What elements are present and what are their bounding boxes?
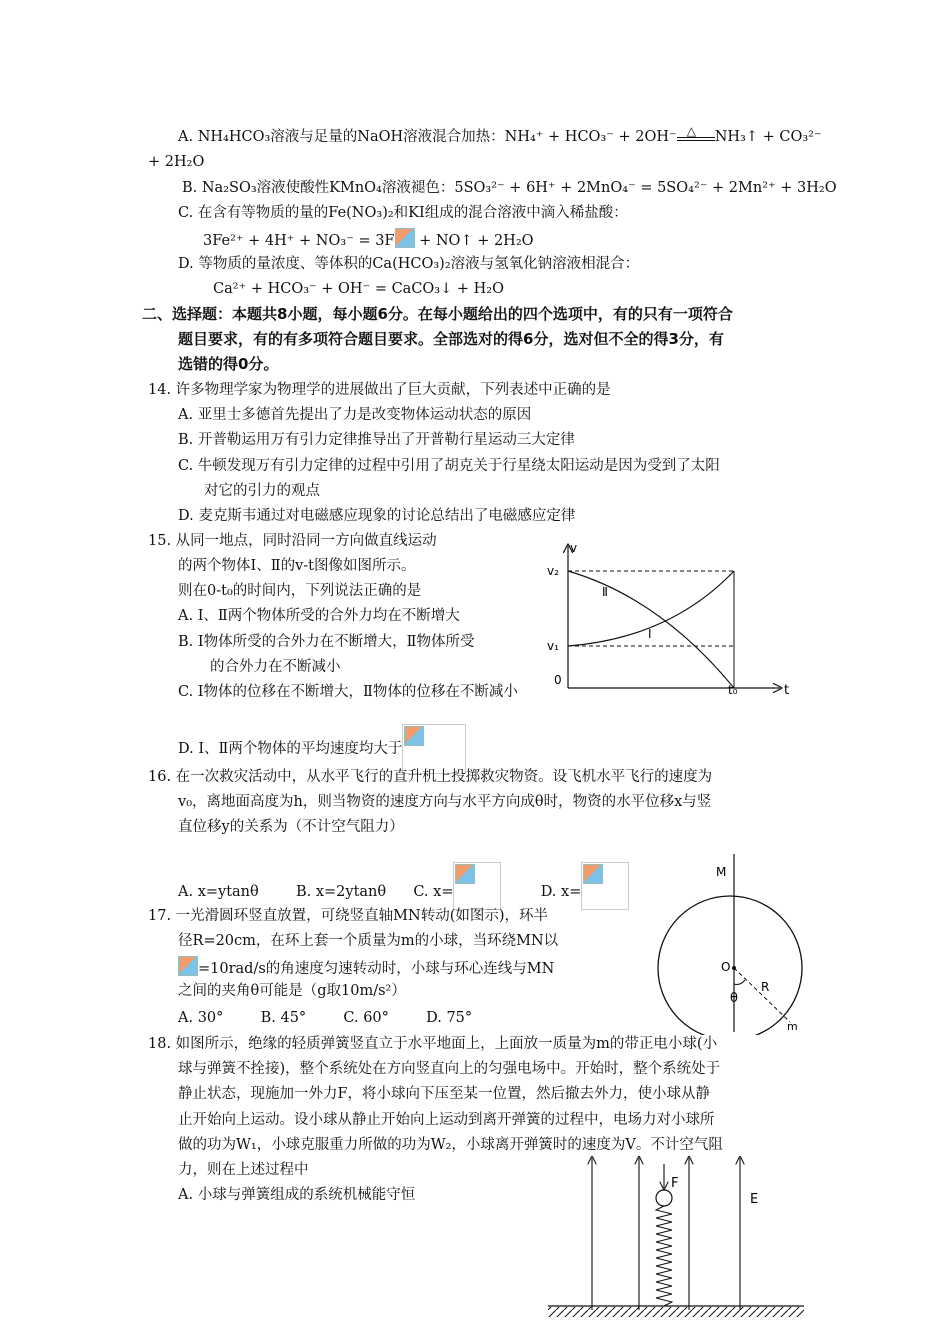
- v1-label: v₁: [547, 639, 559, 653]
- q18-option-a: A. 小球与弹簧组成的系统机械能守恒: [178, 1187, 416, 1203]
- q13-option-b: B. Na₂SO₃溶液使酸性KMnO₄溶液褪色：5SO₃²⁻ + 6H⁺ + 2MnO₄⁻ = 5SO₄²⁻ + 2Mn²⁺ + 3H₂O: [182, 180, 837, 196]
- q15-stem-1: 15. 从同一地点，同时沿同一方向做直线运动: [148, 533, 437, 549]
- q16-option-b: B. x=2ytanθ: [295, 884, 387, 900]
- q17-options: [178, 1008, 472, 1028]
- label-theta: θ: [730, 991, 738, 1006]
- q14-option-c-cont: 对它的引力的观点: [204, 483, 320, 499]
- q17-option-d: D. 75°: [426, 1010, 473, 1026]
- q17-line-2: 径R=20cm，在环上套一个质量为m的小球，当环绕MN以: [178, 933, 559, 949]
- q15-option-b: B. Ⅰ物体所受的合外力在不断增大，Ⅱ物体所受: [178, 634, 475, 650]
- q16-line-3: 直位移y的关系为（不计空气阻力）: [178, 819, 404, 835]
- ground-hatch: [548, 1307, 804, 1317]
- angle-arc: [734, 980, 745, 985]
- q18-line-6: 力，则在上述过程中: [178, 1162, 309, 1178]
- q13-option-c-eq: 3Fe²⁺ + 4H⁺ + NO₃⁻ = 3F + NO↑ + 2H₂O: [203, 228, 534, 251]
- broken-image-icon: [455, 864, 475, 884]
- label-E: E: [750, 1192, 759, 1207]
- q16-option-d: D. x=: [540, 884, 582, 900]
- label-m: m: [787, 1020, 798, 1033]
- q18-line-2: 球与弹簧不拴接)，整个系统处在方向竖直向上的匀强电场中。开始时，整个系统处于: [178, 1061, 721, 1077]
- q18-line-3: 静止状态，现施加一外力F，将小球向下压至某一位置，然后撤去外力，使小球从静: [178, 1086, 711, 1102]
- t0-label: t₀: [728, 683, 738, 697]
- q16-line-2: v₀，离地面高度为h，则当物资的速度方向与水平方向成θ时，物资的水平位移x与竖: [178, 794, 712, 810]
- ring-figure: [650, 850, 820, 1035]
- q14-option-c: C. 牛顿发现万有引力定律的过程中引用了胡克关于行星绕太阳运动是因为受到了太阳: [178, 458, 720, 474]
- q17-line-4: 之间的夹角θ可能是（g取10m/s²）: [178, 983, 406, 999]
- label-R: R: [761, 980, 770, 994]
- v2-label: v₂: [547, 564, 559, 578]
- q17-option-c: C. 60°: [343, 1010, 389, 1026]
- label-O: O: [721, 960, 731, 974]
- heat-symbol: △: [686, 124, 696, 138]
- section2-line1: 二、选择题：本题共8小题，每小题6分。在每小题给出的四个选项中，有的只有一项符合: [142, 305, 733, 323]
- omega-image-icon: [178, 956, 198, 976]
- broken-image-icon: [395, 228, 415, 248]
- q14-option-b: B. 开普勒运用万有引力定律推导出了开普勒行星运动三大定律: [178, 432, 575, 448]
- q17-line-3: =10rad/s的角速度匀速转动时，小球与环心连线与MN: [178, 956, 554, 979]
- t-axis-label: t: [784, 683, 790, 698]
- q15-stem-2: 的两个物体Ⅰ、Ⅱ的v-t图像如图所示。: [178, 558, 416, 574]
- q15-option-d: D. Ⅰ、Ⅱ两个物体的平均速度均大于: [178, 724, 466, 774]
- spring: [656, 1206, 672, 1306]
- label-F: F: [671, 1176, 679, 1191]
- q13-option-a-cont: + 2H₂O: [148, 154, 205, 170]
- heating-condition: [677, 124, 715, 141]
- q17-option-b: B. 45°: [260, 1010, 307, 1026]
- q15-stem-3: 则在0-t₀的时间内，下列说法正确的是: [178, 583, 422, 599]
- curve-2-label: Ⅱ: [602, 585, 608, 599]
- spring-field-figure: [540, 1150, 810, 1325]
- q15-option-a: A. Ⅰ、Ⅱ两个物体所受的合外力均在不断增大: [178, 608, 460, 624]
- vt-graph: [540, 538, 800, 703]
- radius-line: [734, 968, 790, 1022]
- q17-option-a: A. 30°: [178, 1010, 224, 1026]
- q18-line-5: 做的功为W₁，小球克服重力所做的功为W₂，小球离开弹簧时的速度为V。不计空气阻: [178, 1137, 723, 1153]
- q14-stem: 14. 许多物理学家为物理学的进展做出了巨大贡献，下列表述中正确的是: [148, 382, 611, 398]
- q14-option-a: A. 亚里士多德首先提出了力是改变物体运动状态的原因: [178, 407, 532, 423]
- q16-option-c: C. x=: [413, 884, 454, 900]
- q13-option-d-eq: Ca²⁺ + HCO₃⁻ + OH⁻ = CaCO₃↓ + H₂O: [213, 281, 504, 297]
- q17-line-1: 17. 一光滑圆环竖直放置，可绕竖直轴MN转动(如图示)，环半: [148, 908, 549, 924]
- q16-line-1: 16. 在一次救灾活动中，从水平飞行的直升机上投掷救灾物资。设飞机水平飞行的速度为: [148, 769, 713, 785]
- q16-option-a: A. x=ytanθ: [178, 884, 259, 900]
- q18-line-4: 止开始向上运动。设小球从静止开始向上运动到离开弹簧的过程中，电场力对小球所: [178, 1112, 715, 1128]
- broken-image-icon: [583, 864, 603, 884]
- origin-label: 0: [554, 673, 562, 687]
- q13-option-d: D. 等物质的量浓度、等体积的Ca(HCO₃)₂溶液与氢氧化钠溶液相混合：: [178, 256, 640, 272]
- q18-line-1: 18. 如图所示，绝缘的轻质弹簧竖直立于水平地面上，上面放一质量为m的带正电小球(小: [148, 1036, 718, 1052]
- section2-line3: 选错的得0分。: [178, 355, 279, 373]
- formula-image-placeholder: [581, 862, 629, 910]
- q16-options: [178, 862, 629, 910]
- label-M: M: [716, 865, 727, 879]
- q15-option-b-cont: 的合外力在不断减小: [210, 659, 341, 675]
- v-axis-label: v: [570, 541, 578, 555]
- q13-option-a: A. NH₄HCO₃溶液与足量的NaOH溶液混合加热：NH₄⁺ + HCO₃⁻ + 2OH⁻ △ NH₃↑ + CO₃²⁻: [178, 127, 822, 147]
- broken-image-icon: [404, 726, 424, 746]
- q14-option-d: D. 麦克斯韦通过对电磁感应现象的讨论总结出了电磁感应定律: [178, 508, 576, 524]
- curve-1-label: Ⅰ: [648, 627, 652, 641]
- q13-option-c: C. 在含有等物质的量的Fe(NO₃)₂和KI组成的混合溶液中滴入稀盐酸：: [178, 205, 628, 221]
- formula-image-placeholder: [453, 862, 501, 910]
- ball: [656, 1190, 672, 1206]
- section2-line2: 题目要求，有的有多项符合题目要求。全部选对的得6分，选对但不全的得3分，有: [178, 330, 724, 348]
- q15-option-c: C. Ⅰ物体的位移在不断增大，Ⅱ物体的位移在不断减小: [178, 684, 518, 700]
